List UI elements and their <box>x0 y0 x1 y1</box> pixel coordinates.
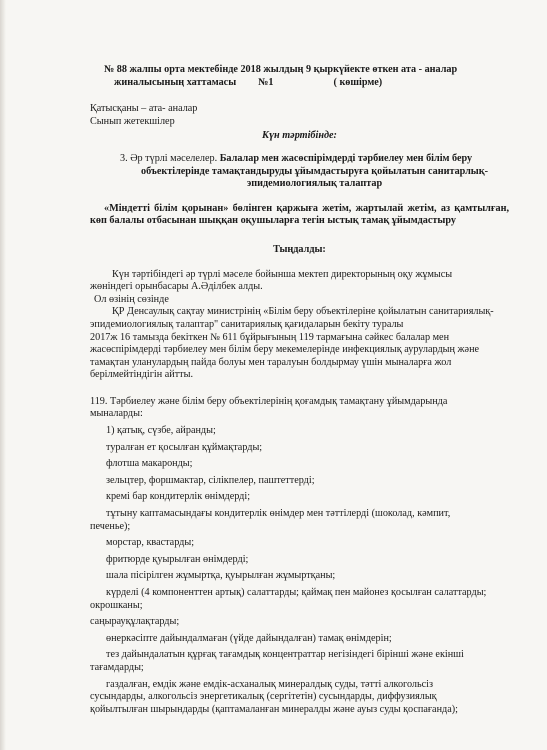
paragraph-3c: 2017ж 16 тамызда бекіткен № 611 бұйрығының 119 тармағына сәйкес балалар мен <box>90 331 450 343</box>
paragraph-3a: ҚР Денсаулық сақтау министрінің «Білім беру объектілеріне қойылатын санитариялық- <box>112 306 494 318</box>
list-item: тұтыну каптамасындағы кондитерлік өнімдер мен тәттілерді (шоколад, кәмпит, <box>106 508 451 520</box>
list-item: зельцтер, форшмактар, сілікпелер, паштеттерді; <box>106 474 315 486</box>
clause-119a: 119. Тәрбиелеу және білім беру объектілерінің қоғамдық тамақтану ұйымдарында <box>90 395 448 407</box>
header-protocol-label: жиналысының хаттамасы <box>114 76 237 88</box>
list-item: күрделі (4 компоненттен артық) салаттарды; қаймақ пен майонез қосылған салаттарды; <box>106 587 487 598</box>
agenda-number: 3. <box>120 152 128 164</box>
header-line-1: № 88 жалпы орта мектебінде 2018 жылдың 9 қыркүйекте өткен ата - аналар <box>104 64 458 75</box>
paragraph-2: Ол өзінің сөзінде <box>94 293 169 305</box>
paragraph-3d: жасөспірімдерді тәрбиелеу мен білім беру мекемелерінде инфекциялық аурулардың және <box>90 344 480 356</box>
header-line-2 <box>104 77 509 90</box>
agenda-lead: Әр түрлі мәселелер. <box>130 152 218 164</box>
paragraph-1b: жөніндегі орынбасары А.Әділбек алды. <box>90 281 263 293</box>
agenda-bold-2: объектілерінде тамақтандыруды ұйымдастыруға қойылатын санитарлық- <box>140 165 489 177</box>
list-item-continuation: қойылтылған шырындарды (қаптамаланған минералды және ауыз суды қоспағанда); <box>90 703 458 715</box>
attendees: Қатысқаны – ата- аналар <box>90 103 198 115</box>
agenda-bold-1: Балалар мен жасөспірімдерді тәрбиелеу мен білім беру <box>219 152 473 164</box>
list-item: окрошканы; <box>90 599 143 611</box>
list-item: фритюрде қуырылған өнімдерді; <box>106 553 249 565</box>
class-teachers: Сынып жетекшілер <box>90 115 175 127</box>
listened-title: Тыңдалды: <box>273 243 326 255</box>
list-item: кремі бар кондитерлік өнімдерді; <box>106 491 251 503</box>
list-item: флотша макаронды; <box>106 458 193 470</box>
list-item-continuation: тағамдарды; <box>90 661 144 673</box>
header-protocol-number: №1 <box>258 76 274 88</box>
scan-edge <box>0 0 6 750</box>
paragraph-1a: Күн тәртібіндегі әр түрлі мәселе бойынша мектеп директорының оқу жұмысы <box>112 268 453 280</box>
agenda-title: Күн тәртібінде: <box>262 130 337 142</box>
paragraph-3e: тамақтан уланулардың пайда болуы мен таралуын болдырмау үшін мыналарға жол <box>90 356 452 368</box>
list-item: туралған ет қосылған құймақтарды; <box>106 441 263 453</box>
list-item: шала пісірілген жұмыртқа, қуырылған жұмыртқаны; <box>106 570 336 582</box>
list-item: морстар, квастарды; <box>106 537 195 549</box>
protocol-header <box>104 64 509 89</box>
list-item: өнеркәсіпте дайындалмаған (үйде дайындалған) тамақ өнімдерін; <box>106 632 392 644</box>
list-item-continuation: печенье); <box>90 520 131 532</box>
list-item: тез дайындалатын құрғақ тағамдық концентраттар негізіндегі бірінші және екінші <box>106 649 464 661</box>
agenda-bold-3: эпидемиологиялық талаптар <box>246 178 383 190</box>
clause-119b: мыналарды: <box>90 408 143 420</box>
resolution-text: «Міндетті білім қорынан» бөлінген қаржыға жетім, жартылай жетім, аз қамтылған, көп балалы отбасынан шыққан оқушыларға тегін ыстық тамақ ұйымдастыру <box>90 202 509 227</box>
list-item: 1) қатық, сүзбе, айранды; <box>106 425 216 437</box>
paragraph-3b: эпидемиологиялық талаптар" санитариялық қағидаларын бекіту туралы <box>90 318 404 330</box>
paragraph-3f: берілмейтіндігін айтты. <box>90 369 194 381</box>
header-copy-note: ( көшірме) <box>333 76 383 88</box>
list-item: газдалған, емдік және емдік-асханалық минералдық суды, тәтті алкогольсіз <box>106 678 434 690</box>
list-item: саңырауқұлақтарды; <box>90 616 180 628</box>
list-item-continuation: сусындарды, алкогольсіз энергетикалық (сергітетін) сусындарды, диффузиялық <box>90 691 437 703</box>
prohibited-list <box>90 425 509 716</box>
agenda-item <box>120 153 509 166</box>
